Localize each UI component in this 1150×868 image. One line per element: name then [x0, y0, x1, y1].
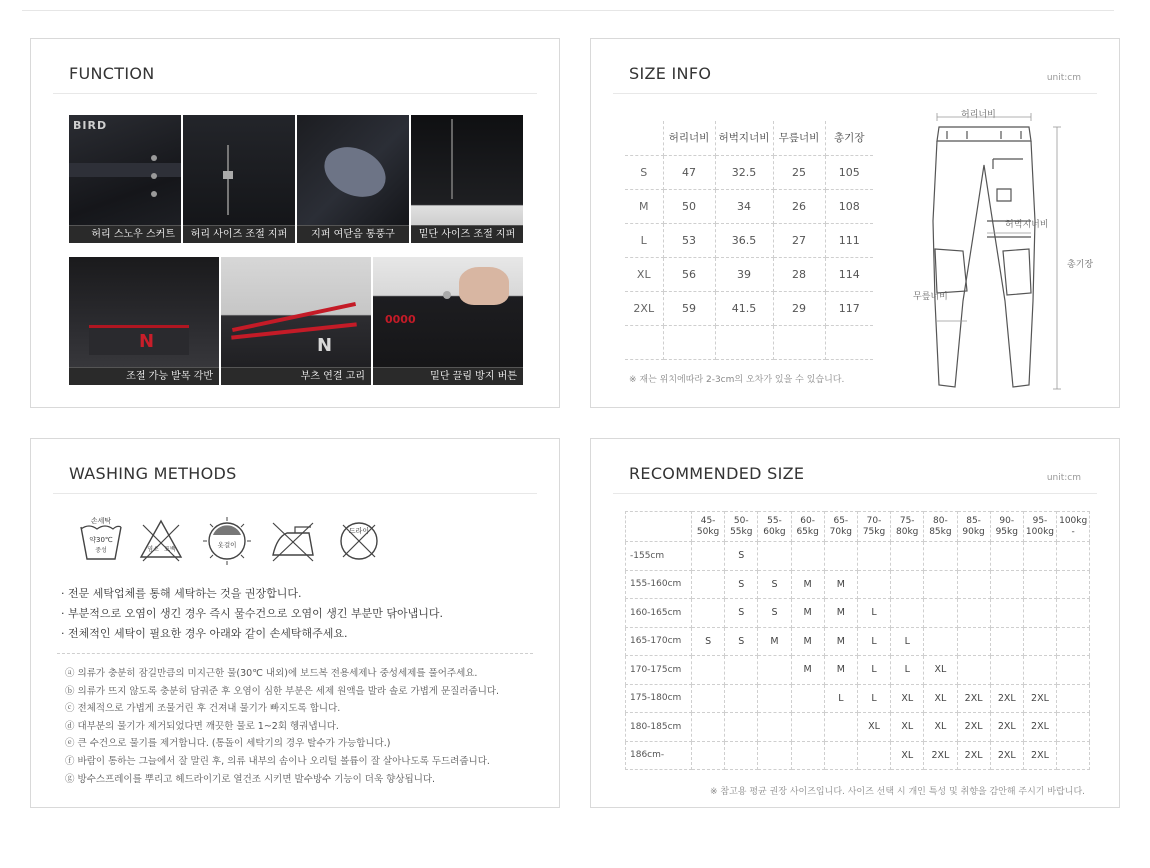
- table-cell: L: [857, 684, 890, 713]
- table-cell: 26: [773, 189, 825, 223]
- height-label: 165-170cm: [626, 627, 692, 656]
- table-cell: 111: [825, 223, 873, 257]
- table-row: [626, 684, 1090, 713]
- table-cell: 34: [715, 189, 773, 223]
- table-cell: 47: [663, 155, 715, 189]
- table-row: [625, 291, 873, 325]
- table-cell: S: [725, 542, 758, 571]
- hand-wash-icon: [77, 515, 125, 565]
- list-item: ⓓ 대부분의 물기가 제거되었다면 깨끗한 물로 1~2회 헹궈냅니다.: [65, 720, 339, 732]
- table-row: [626, 656, 1090, 685]
- recommended-note: ※ 참고용 평균 권장 사이즈입니다. 사이즈 선택 시 개인 특성 및 취향을 감안해 주시기 바랍니다.: [710, 787, 1085, 797]
- no-bleach-left: 염소: [147, 546, 159, 553]
- size-label: 2XL: [625, 291, 663, 325]
- tumble-dry-label: 옷걸이: [217, 541, 237, 549]
- table-cell: 2XL: [1023, 741, 1056, 770]
- table-cell: S: [758, 599, 791, 628]
- table-cell: XL: [891, 713, 924, 742]
- size-note: ※ 재는 위치에따라 2-3cm의 오차가 있을 수 있습니다.: [629, 375, 845, 385]
- table-cell: [1057, 570, 1090, 599]
- recommended-size-panel: [590, 438, 1120, 808]
- table-cell: 105: [825, 155, 873, 189]
- hem-size-zipper-photo: [411, 115, 523, 243]
- height-label: 180-185cm: [626, 713, 692, 742]
- table-cell: XL: [924, 713, 957, 742]
- table-cell: 2XL: [990, 741, 1023, 770]
- height-label: 170-175cm: [626, 656, 692, 685]
- table-cell: [957, 542, 990, 571]
- table-cell: M: [791, 599, 824, 628]
- height-label: 155-160cm: [626, 570, 692, 599]
- weight-header: 80- 85kg: [924, 512, 957, 542]
- table-cell: XL: [891, 684, 924, 713]
- weight-header: 55- 60kg: [758, 512, 791, 542]
- height-label: 175-180cm: [626, 684, 692, 713]
- list-item: · 전체적인 세탁이 필요한 경우 아래와 같이 손세탁해주세요.: [61, 627, 348, 640]
- table-row: [626, 741, 1090, 770]
- table-cell: [725, 713, 758, 742]
- table-cell: [957, 656, 990, 685]
- photo-caption: 지퍼 여닫음 통풍구: [297, 225, 409, 243]
- table-cell: M: [791, 627, 824, 656]
- table-cell: 41.5: [715, 291, 773, 325]
- size-info-panel: [590, 38, 1120, 408]
- table-cell: 59: [663, 291, 715, 325]
- table-cell: 2XL: [1023, 713, 1056, 742]
- table-cell: 108: [825, 189, 873, 223]
- washing-tips: [61, 584, 443, 644]
- table-cell: [1057, 627, 1090, 656]
- waist-snow-skirt-photo: [69, 115, 181, 243]
- table-cell: 29: [773, 291, 825, 325]
- table-cell: 2XL: [957, 684, 990, 713]
- washing-steps: [65, 665, 499, 788]
- table-cell: S: [758, 570, 791, 599]
- table-cell: [1023, 570, 1056, 599]
- size-label: S: [625, 155, 663, 189]
- table-cell: [758, 542, 791, 571]
- no-dry-clean-icon: [335, 515, 383, 565]
- table-cell: [1057, 656, 1090, 685]
- height-label: 160-165cm: [626, 599, 692, 628]
- weight-header: 85- 90kg: [957, 512, 990, 542]
- title-divider: [613, 93, 1097, 94]
- table-cell: [692, 713, 725, 742]
- table-cell: [924, 570, 957, 599]
- weight-header: 90- 95kg: [990, 512, 1023, 542]
- weight-header: 75- 80kg: [891, 512, 924, 542]
- column-header: 총기장: [825, 121, 873, 155]
- table-row: [625, 257, 873, 291]
- table-cell: [758, 656, 791, 685]
- table-cell: 2XL: [1023, 684, 1056, 713]
- list-item: ⓐ 의류가 충분히 잠길만큼의 미지근한 물(30℃ 내외)에 보드복 전용세제나 중성세제를 풀어주세요.: [65, 668, 478, 679]
- no-bleach-icon: [137, 515, 185, 565]
- table-row: [626, 542, 1090, 571]
- title-divider: [53, 493, 537, 494]
- table-cell: [692, 656, 725, 685]
- list-item: ⓒ 전체적으로 가볍게 조물거린 후 건져내 물기가 빠지도록 합니다.: [65, 703, 341, 715]
- table-cell: [725, 684, 758, 713]
- table-cell: [1057, 741, 1090, 770]
- unit-label: unit:cm: [1046, 473, 1081, 483]
- weight-header: 60- 65kg: [791, 512, 824, 542]
- table-cell: [824, 713, 857, 742]
- table-cell: M: [824, 599, 857, 628]
- height-label: -155cm: [626, 542, 692, 571]
- table-cell: [857, 570, 890, 599]
- table-cell: 114: [825, 257, 873, 291]
- table-cell: S: [725, 570, 758, 599]
- weight-header: 95- 100kg: [1023, 512, 1056, 542]
- waist-size-zipper-photo: [183, 115, 295, 243]
- table-cell: S: [725, 627, 758, 656]
- waist-width-label: 허리너비: [961, 110, 996, 120]
- table-cell: 2XL: [990, 713, 1023, 742]
- weight-header: 45- 50kg: [692, 512, 725, 542]
- table-cell: L: [891, 627, 924, 656]
- table-cell: [957, 570, 990, 599]
- table-cell: 117: [825, 291, 873, 325]
- table-row: [626, 599, 1090, 628]
- size-label: M: [625, 189, 663, 223]
- zipper-vent-photo: [297, 115, 409, 243]
- table-cell: [990, 570, 1023, 599]
- table-cell: [924, 599, 957, 628]
- table-row: [625, 189, 873, 223]
- column-header: 무릎너비: [773, 121, 825, 155]
- list-item: · 전문 세탁업체를 통해 세탁하는 것을 권장합니다.: [61, 587, 302, 600]
- table-cell: L: [857, 599, 890, 628]
- table-row: [626, 627, 1090, 656]
- table-cell: [1023, 627, 1056, 656]
- table-cell: [1023, 542, 1056, 571]
- table-cell: [692, 741, 725, 770]
- size-label: XL: [625, 257, 663, 291]
- table-cell: [891, 570, 924, 599]
- hand-wash-temp: 약30℃: [89, 536, 113, 544]
- table-cell: [725, 656, 758, 685]
- list-item: · 부분적으로 오염이 생긴 경우 즉시 물수건으로 오염이 생긴 부분만 닦아냅니다.: [61, 607, 443, 620]
- table-cell: [1057, 684, 1090, 713]
- table-row: [626, 713, 1090, 742]
- table-cell: XL: [924, 656, 957, 685]
- table-cell: XL: [857, 713, 890, 742]
- table-cell: [957, 627, 990, 656]
- logo-text: BIRD: [73, 119, 108, 132]
- list-item: ⓖ 방수스프레이를 뿌리고 헤드라이기로 열건조 시키면 발수방수 기능이 더욱 향상됩니다.: [65, 773, 436, 785]
- table-row: [625, 223, 873, 257]
- table-cell: [957, 599, 990, 628]
- table-cell: M: [791, 656, 824, 685]
- table-cell: 25: [773, 155, 825, 189]
- ankle-gaiter-photo: N 조절 가능 발목 각반: [69, 257, 219, 385]
- table-cell: S: [692, 627, 725, 656]
- table-cell: [824, 741, 857, 770]
- top-divider: [22, 10, 1114, 11]
- table-cell: 2XL: [990, 684, 1023, 713]
- size-label: L: [625, 223, 663, 257]
- table-header-row: [626, 512, 1090, 542]
- table-cell: 32.5: [715, 155, 773, 189]
- height-label: 186cm-: [626, 741, 692, 770]
- photo-caption: 밑단 끌림 방지 버튼: [373, 367, 523, 385]
- dashed-divider: [57, 653, 533, 654]
- recommended-title: RECOMMENDED SIZE: [629, 464, 805, 483]
- table-cell: M: [758, 627, 791, 656]
- tumble-dry-icon: [203, 515, 251, 565]
- table-cell: [990, 627, 1023, 656]
- hand-wash-neutral: 중성: [95, 547, 107, 554]
- photo-caption: 부츠 연결 고리: [221, 367, 371, 385]
- table-cell: L: [857, 656, 890, 685]
- table-cell: M: [824, 627, 857, 656]
- table-cell: 2XL: [957, 713, 990, 742]
- table-cell: [758, 713, 791, 742]
- table-cell: L: [891, 656, 924, 685]
- hem-lift-button-photo: 0000 밑단 끌림 방지 버튼: [373, 257, 523, 385]
- table-cell: [857, 741, 890, 770]
- table-cell: [990, 599, 1023, 628]
- table-cell: [1057, 542, 1090, 571]
- table-cell: [758, 741, 791, 770]
- table-cell: [791, 542, 824, 571]
- table-cell: [692, 570, 725, 599]
- table-cell: [692, 542, 725, 571]
- table-cell: M: [824, 656, 857, 685]
- thigh-width-label: 허벅지너비: [1005, 220, 1049, 230]
- recommended-size-table: [625, 511, 1090, 770]
- washing-panel: [30, 438, 560, 808]
- table-cell: 27: [773, 223, 825, 257]
- table-cell: L: [824, 684, 857, 713]
- length-label: 총기장: [1067, 260, 1094, 270]
- column-header: 허리너비: [663, 121, 715, 155]
- list-item: ⓑ 의류가 뜨지 않도록 충분히 담궈준 후 오염이 심한 부분은 세제 원액을 발라 솔로 가볍게 문질러줍니다.: [65, 685, 500, 697]
- photo-caption: 밑단 사이즈 조절 지퍼: [411, 225, 523, 243]
- boot-hook-photo: N 부츠 연결 고리: [221, 257, 371, 385]
- table-cell: [791, 713, 824, 742]
- weight-header: 100kg -: [1057, 512, 1090, 542]
- table-cell: [1023, 599, 1056, 628]
- table-cell: [725, 741, 758, 770]
- table-cell: 2XL: [957, 741, 990, 770]
- table-cell: [692, 599, 725, 628]
- table-cell: L: [857, 627, 890, 656]
- table-cell: [891, 599, 924, 628]
- table-cell: [924, 627, 957, 656]
- weight-header: 50- 55kg: [725, 512, 758, 542]
- function-panel: [30, 38, 560, 408]
- table-cell: 2XL: [924, 741, 957, 770]
- table-cell: [791, 684, 824, 713]
- size-info-table: [625, 121, 873, 360]
- table-cell: [990, 656, 1023, 685]
- weight-header: 65- 70kg: [824, 512, 857, 542]
- no-dry-clean-label: 드라이: [348, 527, 370, 535]
- table-cell: [1057, 599, 1090, 628]
- table-cell: 50: [663, 189, 715, 223]
- photo-caption: 허리 사이즈 조절 지퍼: [183, 225, 295, 243]
- table-cell: M: [824, 570, 857, 599]
- table-cell: [791, 741, 824, 770]
- table-header-row: [625, 121, 873, 155]
- knee-width-label: 무릎너비: [913, 292, 948, 302]
- table-cell: 36.5: [715, 223, 773, 257]
- function-title: FUNCTION: [69, 64, 155, 83]
- title-divider: [613, 493, 1097, 494]
- table-cell: 28: [773, 257, 825, 291]
- table-cell: XL: [891, 741, 924, 770]
- table-row: [625, 155, 873, 189]
- table-cell: [1023, 656, 1056, 685]
- no-iron-icon: [269, 515, 317, 565]
- table-cell: [990, 542, 1023, 571]
- table-cell: [1057, 713, 1090, 742]
- list-item: ⓕ 바람이 통하는 그늘에서 잘 말린 후, 의류 내부의 솜이나 오리털 볼륨이 잘 살아나도록 두드려줍니다.: [65, 755, 490, 767]
- pants-diagram: [907, 101, 1107, 401]
- list-item: ⓔ 큰 수건으로 물기를 제거합니다. (통돌이 세탁기의 경우 탈수가 가능합니다.): [65, 738, 391, 750]
- table-cell: [857, 542, 890, 571]
- table-cell: XL: [924, 684, 957, 713]
- unit-label: unit:cm: [1046, 73, 1081, 83]
- table-row: [625, 325, 873, 359]
- table-cell: [824, 542, 857, 571]
- table-cell: [891, 542, 924, 571]
- no-bleach-right: 표백: [164, 546, 176, 553]
- table-cell: 39: [715, 257, 773, 291]
- table-cell: [924, 542, 957, 571]
- title-divider: [53, 93, 537, 94]
- table-cell: 56: [663, 257, 715, 291]
- washing-title: WASHING METHODS: [69, 464, 237, 483]
- table-cell: 53: [663, 223, 715, 257]
- table-cell: S: [725, 599, 758, 628]
- photo-caption: 허리 스노우 스커트: [69, 225, 181, 243]
- column-header: 허벅지너비: [715, 121, 773, 155]
- weight-header: 70- 75kg: [857, 512, 890, 542]
- table-cell: [692, 684, 725, 713]
- size-info-title: SIZE INFO: [629, 64, 712, 83]
- table-cell: M: [791, 570, 824, 599]
- table-row: [626, 570, 1090, 599]
- hand-wash-label: 손세탁: [90, 517, 112, 525]
- table-cell: [758, 684, 791, 713]
- corner-cell: [626, 512, 692, 542]
- photo-caption: 조절 가능 발목 각반: [69, 367, 219, 385]
